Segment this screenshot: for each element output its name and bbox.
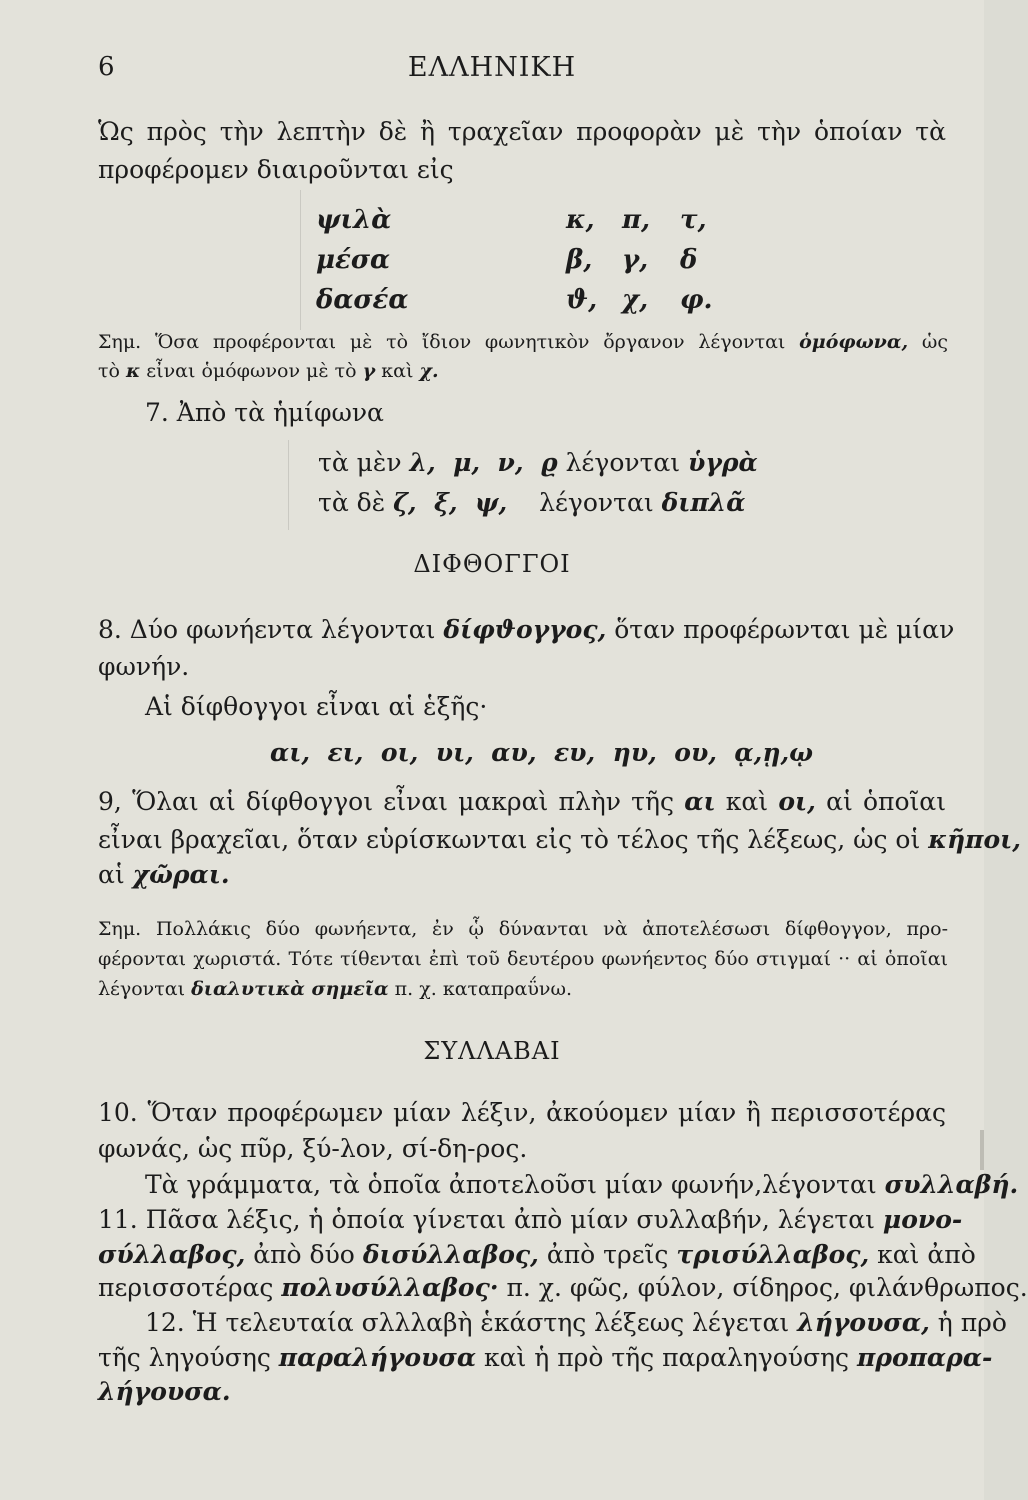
section-10-line-2: φωνάς, ὡς πῦρ, ξύ-λον, σί-δη-ρος. [98, 1134, 528, 1163]
table-letter: κ, [566, 205, 595, 235]
term-paralegousa: παραλήγουσα [278, 1343, 477, 1372]
section-9-line-3 [98, 860, 230, 889]
term-ai: αι [684, 787, 716, 816]
note-1-line-1 [98, 331, 948, 353]
table-letter: χ, [622, 285, 649, 315]
section-8-line-2: φωνήν. [98, 652, 190, 681]
running-title: ΕΛΛΗΝΙΚΗ [407, 52, 577, 83]
table-letter: β, [566, 245, 593, 275]
term-homophona: ὁμόφωνα, [799, 331, 909, 353]
term-legousa-end: λήγουσα. [98, 1377, 231, 1406]
section-12-line-1 [145, 1308, 1007, 1337]
text: ἀπὸ τρεῖς [546, 1240, 669, 1269]
section-12-line-2 [98, 1343, 993, 1372]
section-7-row-2 [318, 488, 745, 517]
section-10-line-3 [145, 1170, 1019, 1199]
text: ἀπὸ δύο [253, 1240, 355, 1269]
section-8-line-3: Αἱ δίφθογγοι εἶναι αἱ ἑξῆς· [145, 692, 488, 721]
note-text: εἶναι ὁμόφωνον μὲ τὸ [146, 360, 357, 382]
text: π. χ. καταπραΰνω. [394, 978, 572, 1000]
letter-chi: χ. [419, 360, 439, 382]
text: 9, Ὅλαι αἱ δίφθογγοι εἶναι μακραὶ πλὴν τῆς [98, 787, 674, 816]
term-dipla: διπλᾶ [661, 488, 746, 517]
table-letter: δ [680, 245, 698, 275]
row-prefix: τὰ μὲν [318, 448, 402, 477]
row-letters: λ, μ, ν, ϱ [409, 448, 558, 477]
intro-line-2: προφέρομεν διαιροῦνται εἰς [98, 155, 454, 184]
term-oi: οι, [778, 787, 816, 816]
text: καὶ ἀπὸ [877, 1240, 976, 1269]
text: αἱ ὁποῖαι [826, 787, 946, 816]
section-11-line-1 [98, 1205, 963, 1234]
table-label: ψιλὰ [316, 205, 392, 235]
term-hygra: ὑγρὰ [688, 448, 758, 477]
note-1-prefix: Σημ. [98, 331, 142, 353]
term-kepoi: κῆποι, [928, 825, 1021, 854]
table-letter: φ. [680, 285, 713, 315]
text: 11. Πᾶσα λέξις, ἡ ὁποία γίνεται ἀπὸ μίαν συλλαβήν, λέγεται [98, 1205, 875, 1234]
term-syllabe: συλλαβή. [884, 1170, 1019, 1199]
section-11-line-2 [98, 1240, 976, 1269]
text: αἱ [98, 860, 125, 889]
letter-gamma: γ [362, 360, 376, 382]
text: 12. Ἡ τελευταία σλλλαβὴ ἑκάστης λέξεως λέγεται [145, 1308, 790, 1337]
term-proparalegousa: προπαρα- [857, 1343, 993, 1372]
section-9-line-1 [98, 787, 946, 816]
term-disyllabos: δισύλλαβος, [362, 1240, 539, 1269]
page-edge [980, 1130, 984, 1170]
row-text: λέγονται [565, 448, 681, 477]
diphthongs-heading: ΔΙΦΘΟΓΓΟΙ [413, 550, 571, 578]
term-chorai: χῶραι. [132, 860, 230, 889]
note-text: τὸ [98, 360, 120, 382]
margin-pencil-mark [300, 190, 301, 330]
diphthong-letters: αι, ει, οι, υι, αυ, ευ, ηυ, ου, ᾳ,ῃ,ῳ [270, 738, 814, 767]
table-label: δασέα [316, 285, 409, 315]
text: καὶ [725, 787, 769, 816]
section-9-line-2 [98, 825, 1021, 854]
text: εἶναι βραχεῖαι, ὅταν εὑρίσκωνται εἰς τὸ τέλος τῆς λέξεως, ὡς οἱ [98, 825, 921, 854]
note-text: καὶ [381, 360, 414, 382]
section-10-line-1: 10. Ὅταν προφέρωμεν μίαν λέξιν, ἀκούομεν μίαν ἢ περισσοτέρας [98, 1098, 946, 1127]
table-letter: τ, [680, 205, 707, 235]
term-monosyllabos: σύλλαβος, [98, 1240, 246, 1269]
text: λέγονται [98, 978, 186, 1000]
table-label: μέσα [316, 245, 391, 275]
term-polysyllabos: πολυσύλλαβος· [281, 1273, 499, 1302]
row-text: λέγονται [539, 488, 654, 517]
letter-kappa: κ [126, 360, 141, 382]
table-letter: ϑ, [566, 285, 598, 315]
term-trisyllabos: τρισύλλαβος, [676, 1240, 870, 1269]
row-prefix: τὰ δὲ [318, 488, 386, 517]
note-1-end: ὡς [921, 331, 948, 353]
intro-line-1: Ὡς πρὸς τὴν λεπτὴν δὲ ἢ τραχεῖαν προφορὰν μὲ τὴν ὁποίαν τὰ [98, 117, 946, 146]
page-number: 6 [98, 52, 115, 82]
text: Τὰ γράμματα, τὰ ὁποῖα ἀποτελοῦσι μίαν φωνήν,λέγονται [145, 1170, 877, 1199]
section-8-line-1 [98, 615, 955, 644]
margin-pencil-mark [288, 440, 289, 530]
term-diphthongos: δίφϑογγος, [443, 615, 607, 644]
note-1-line-2 [98, 360, 439, 382]
term-dialytika: διαλυτικὰ σημεῖα [191, 978, 389, 1000]
text: ὅταν προφέρωνται μὲ μίαν [614, 615, 955, 644]
term-mono: μονο- [882, 1205, 963, 1234]
table-letter: γ, [622, 245, 649, 275]
term-legousa: λήγουσα, [797, 1308, 930, 1337]
note-1-text: Ὅσα προφέρονται μὲ τὸ ἴδιον φωνητικὸν ὄργανον λέγονται [154, 331, 786, 353]
text: περισσοτέρας [98, 1273, 274, 1302]
text: καὶ ἡ πρὸ τῆς παραληγούσης [484, 1343, 850, 1372]
table-letter: π, [622, 205, 651, 235]
section-7-row-1 [318, 448, 758, 477]
text: ἡ πρὸ [937, 1308, 1007, 1337]
note-2-line-1: Σημ. Πολλάκις δύο φωνήεντα, ἐν ᾧ δύνανται νὰ ἀποτελέσωσι δίφθογγον, προ- [98, 918, 948, 940]
section-12-line-3 [98, 1377, 231, 1406]
section-7-heading: 7. Ἀπὸ τὰ ἡμίφωνα [145, 398, 384, 427]
text: τῆς ληγούσης [98, 1343, 271, 1372]
note-2-line-3 [98, 978, 572, 1000]
syllables-heading: ΣΥΛΛΑΒΑΙ [423, 1037, 561, 1065]
note-2-line-2: φέρονται χωριστά. Τότε τίθενται ἐπὶ τοῦ δευτέρου φωνήεντος δύο στιγμαί ·· αἱ ὁποῖαι [98, 948, 948, 970]
row-letters: ζ, ξ, ψ, [393, 488, 508, 517]
text: π. χ. φῶς, φύλον, σίδηρος, φιλάνθρωπος. [506, 1273, 1028, 1302]
text: 8. Δύο φωνήεντα λέγονται [98, 615, 436, 644]
section-11-line-3 [98, 1273, 1028, 1302]
diphthong-list [270, 738, 813, 767]
